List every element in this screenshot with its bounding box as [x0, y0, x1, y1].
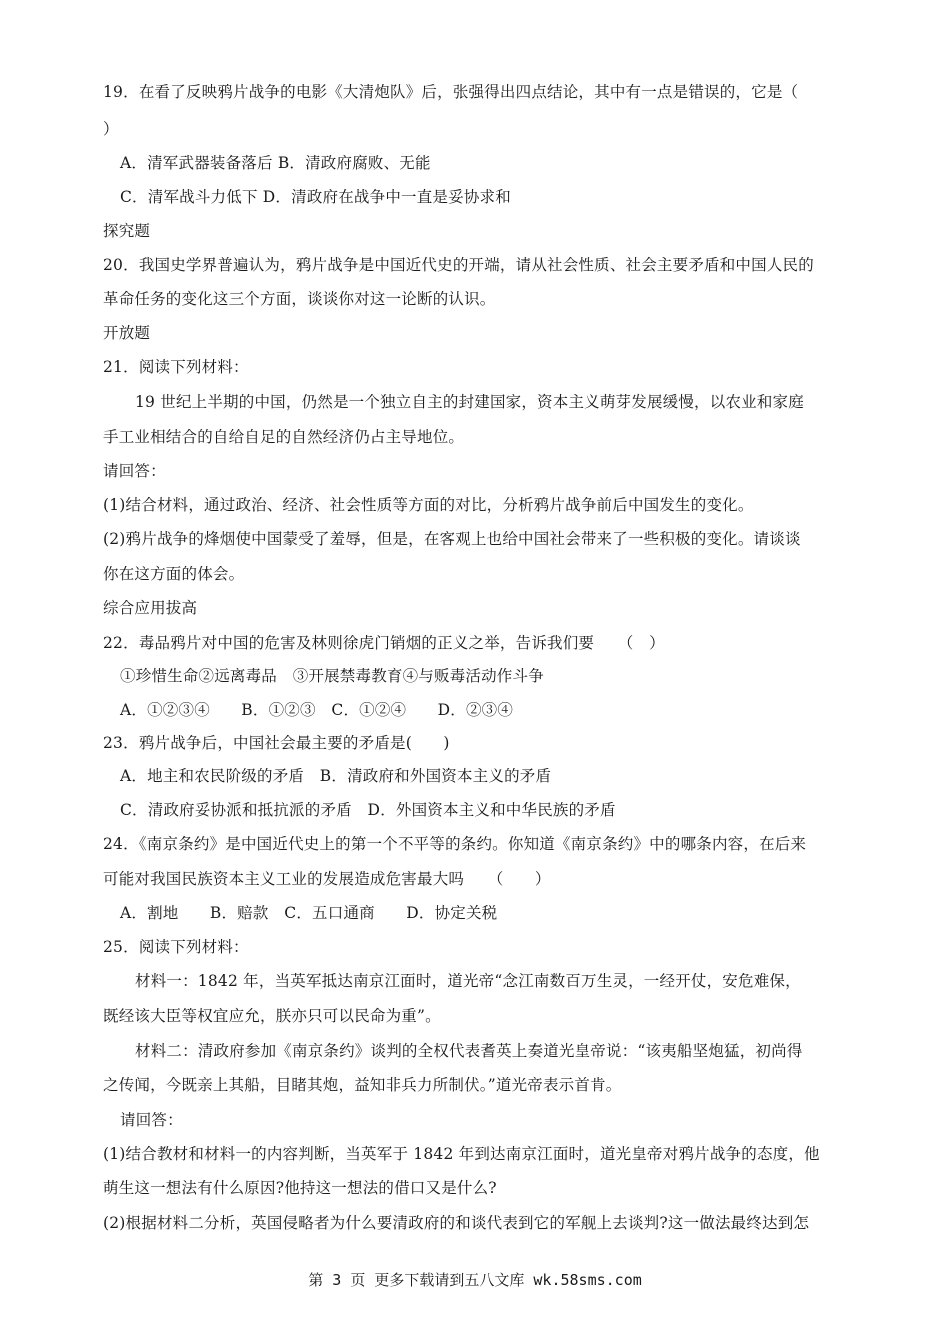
question-22-options: A．①②③④ B．①②③ C．①②④ D．②③④ — [120, 701, 514, 719]
question-21-part-2: (2)鸦片战争的烽烟使中国蒙受了羞辱，但是，在客观上也给中国社会带来了一些积极的变化。请谈谈 — [103, 530, 801, 548]
question-21-stem: 21．阅读下列材料： — [103, 358, 249, 376]
question-19-options-ab: A．清军武器装备落后 B．清政府腐败、无能 — [120, 154, 431, 172]
question-22-stem: 22．毒品鸦片对中国的危害及林则徐虎门销烟的正义之举，告诉我们要 （ ） — [103, 634, 665, 652]
question-25-part-1: (1)结合教材和材料一的内容判断，当英军于 1842 年到达南京江面时，道光皇帝对鸦片战争的态度，他 — [103, 1145, 820, 1163]
question-20-stem-cont: 革命任务的变化这三个方面，谈谈你对这一论断的认识。 — [103, 290, 496, 308]
question-21-part-1: (1)结合材料，通过政治、经济、社会性质等方面的对比，分析鸦片战争前后中国发生的变化。 — [103, 496, 754, 514]
question-19-stem-cont: ） — [103, 120, 119, 138]
section-heading-comprehensive: 综合应用拔高 — [103, 599, 198, 617]
question-19-stem: 19．在看了反映鸦片战争的电影《大清炮队》后，张强得出四点结论，其中有一点是错误的，它是（ — [103, 83, 799, 101]
question-21-material-cont: 手工业相结合的自给自足的自然经济仍占主导地位。 — [103, 428, 465, 446]
question-25-part-1-cont: 萌生这一想法有什么原因?他持这一想法的借口又是什么? — [103, 1179, 497, 1197]
question-25-part-2: (2)根据材料二分析，英国侵略者为什么要清政府的和谈代表到它的军舰上去谈判?这一做法最终达到怎 — [103, 1214, 810, 1232]
question-23-stem: 23．鸦片战争后，中国社会最主要的矛盾是( ) — [103, 734, 450, 752]
question-24-stem-cont: 可能对我国民族资本主义工业的发展造成危害最大吗 （ ） — [103, 870, 551, 888]
section-heading-open: 开放题 — [103, 324, 151, 342]
question-21-prompt: 请回答： — [103, 462, 166, 480]
section-heading-inquiry: 探究题 — [103, 222, 151, 240]
question-24-options: A．割地 B．赔款 C．五口通商 D．协定关税 — [120, 904, 498, 922]
question-23-options-ab: A．地主和农民阶级的矛盾 B．清政府和外国资本主义的矛盾 — [120, 767, 552, 785]
question-23-options-cd: C．清政府妥协派和抵抗派的矛盾 D．外国资本主义和中华民族的矛盾 — [120, 801, 616, 819]
question-20-stem: 20．我国史学界普遍认为，鸦片战争是中国近代史的开端，请从社会性质、社会主要矛盾和中国人民的 — [103, 256, 814, 274]
question-22-items: ①珍惜生命②远离毒品 ③开展禁毒教育④与贩毒活动作斗争 — [120, 667, 544, 685]
question-25-prompt: 请回答： — [120, 1111, 183, 1129]
question-25-stem: 25．阅读下列材料： — [103, 938, 249, 956]
question-24-stem: 24．《南京条约》是中国近代史上的第一个不平等的条约。你知道《南京条约》中的哪条内容，在后来 — [103, 835, 807, 853]
question-21-part-2-cont: 你在这方面的体会。 — [103, 565, 245, 583]
page-footer: 第 3 页 更多下载请到五八文库 wk.58sms.com — [308, 1271, 642, 1289]
question-25-material-2: 材料二：清政府参加《南京条约》谈判的全权代表耆英上奏道光皇帝说：“该夷船坚炮猛，初尚得 — [135, 1042, 803, 1060]
question-25-material-1: 材料一：1842 年，当英军抵达南京江面时，道光帝“念江南数百万生灵，一经开仗，安危难保， — [135, 972, 801, 990]
question-19-options-cd: C．清军战斗力低下 D．清政府在战争中一直是妥协求和 — [120, 188, 511, 206]
question-25-material-2-cont: 之传闻，今既亲上其船，目睹其炮，益知非兵力所制伏。”道光帝表示首肯。 — [103, 1076, 622, 1094]
question-21-material: 19 世纪上半期的中国，仍然是一个独立自主的封建国家，资本主义萌芽发展缓慢，以农业和家庭 — [135, 393, 804, 411]
question-25-material-1-cont: 既经该大臣等权宜应允，朕亦只可以民命为重”。 — [103, 1007, 441, 1025]
